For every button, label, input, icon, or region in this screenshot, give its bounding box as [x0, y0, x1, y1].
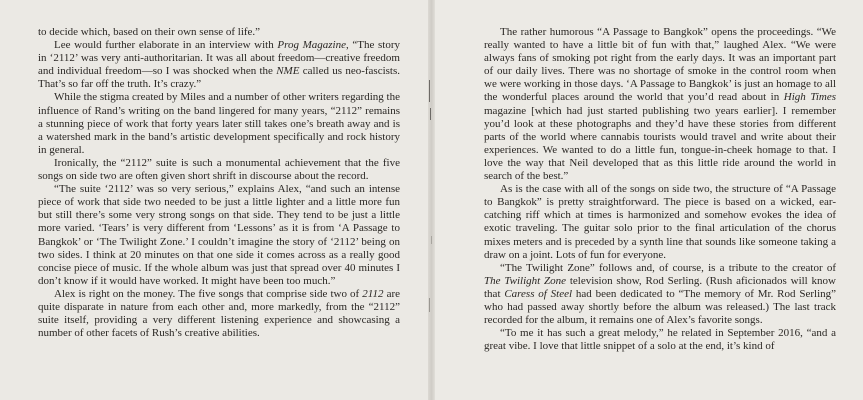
text-run: television show, Rod Serling. (Rush aficionados will know that [484, 274, 836, 300]
text-run: “The suite ‘2112’ was so very serious,” explains Alex, “and such an intense piece of work that side two needed to be just a little lighter and a little more fun but still there’s some very strong songs on that side. They tend to be just a little more varied. ‘Tears’ is very different from ‘Lessons’ as it is from ‘A Passage to Bangkok’ or ‘The Twilight Zone.’ I couldn’t imagine the story of ‘2112’ being on two sides. I think at 20 minutes on that one side it comes across as a really good concise piece of music. If the whole album was just that spread over 40 minutes I don’t know if it would have worked. It might have been too much.” [38, 183, 400, 287]
italic-title: The Twilight Zone [484, 274, 567, 287]
text-run: are quite disparate in nature from each other and, more markedly, from the “2112” suite itself, providing a very different listening experience and showcasing a number of other facets of Rush’s creative abilities. [38, 287, 400, 340]
italic-title: High Times [783, 91, 836, 104]
paragraph [38, 183, 400, 288]
crease-mark [431, 236, 432, 244]
text-run: called us neo-fascists. That’s so far off the truth. It’s crazy.” [38, 65, 401, 91]
italic-title: NME [276, 65, 300, 78]
italic-title: Caress of Steel [504, 287, 573, 300]
paragraph [38, 288, 400, 340]
italic-title: 2112 [362, 287, 384, 300]
text-run: Lee would further elaborate in an interview with [54, 39, 278, 52]
staple-mark [430, 108, 431, 120]
text-run: had been dedicated to “The memory of Mr. Rod Serling” who had passed away shortly before the album was released.) The last track recorded for the album, it remains one of Alex’s favorite songs. [484, 287, 837, 327]
paragraph [38, 91, 400, 156]
staple-mark [429, 80, 430, 102]
paragraph [484, 262, 836, 327]
text-run: , “The story in ‘2112’ was very anti-authoritarian. It was all about freedom—creative freedom and individual freedom—so I was shocked when the [38, 39, 400, 78]
text-run: Alex is right on the money. The five songs that comprise side two of [54, 287, 363, 300]
spine-gutter [428, 0, 435, 400]
text-run: “To me it has such a great melody,” he related in September 2016, “and a great vibe. I love that little snippet of a solo at the end, it’s kind of [484, 327, 836, 353]
paragraph [484, 26, 836, 183]
paragraph [484, 327, 836, 353]
left-page-text [38, 26, 400, 340]
text-run: As is the case with all of the songs on side two, the structure of “A Passage to Bangkok” is pretty straightforward. The piece is based on a wicked, ear-catching riff which at times is harmonized and somehow evokes the idea of exotic traveling. The guitar solo prior to the final articulation of the chorus mixes meters and is preceded by a synth line that sounds like someone taking a draw on a joint. Lots of fun for everyone. [484, 183, 836, 261]
paragraph [484, 183, 836, 262]
paragraph [38, 39, 400, 91]
left-page [0, 0, 431, 400]
text-run: The rather humorous “A Passage to Bangkok” opens the proceedings. “We really wanted to have a little bit of fun with that,” laughed Alex. “We were always fans of smoking pot right from the early days. It was an important part of our daily lives. There was no shortage of smoke in the control room when we were working in those days. ‘A Passage to Bangkok’ is just an homage to all the wonderful places around the world that you’d read about in [484, 26, 836, 104]
text-run: “The Twilight Zone” follows and, of course, is a tribute to the creator of [500, 261, 836, 274]
right-page [431, 0, 863, 400]
text-run: to decide which, based on their own sense of life.” [38, 26, 261, 38]
paragraph [38, 157, 400, 183]
text-run: While the stigma created by Miles and a number of other writers regarding the influence of Rand’s writing on the band lingered for many years, “2112” remains a stunning piece of work that forty years later still takes one’s breath away and is a watershed mark in the band’s artistic development specifically and rock history in general. [38, 91, 400, 156]
paragraph [38, 26, 400, 39]
italic-title: Prog Magazine [277, 39, 346, 52]
text-run: Ironically, the “2112” suite is such a monumental achievement that the five songs on side two are often given short shrift in discourse about the record. [38, 156, 400, 183]
right-page-text [484, 26, 836, 353]
text-run: magazine [which had just started publishing two years earlier]. I remember you’d look at these photographs and they’d have these stories from different parts of the world where cannabis tourists would travel and write about their experiences. We wanted to do a little fun, tongue-in-cheek homage to that. I love the way that Neil developed that as this little ride around the world in search of the best.” [484, 104, 836, 183]
crease-mark [429, 298, 430, 312]
